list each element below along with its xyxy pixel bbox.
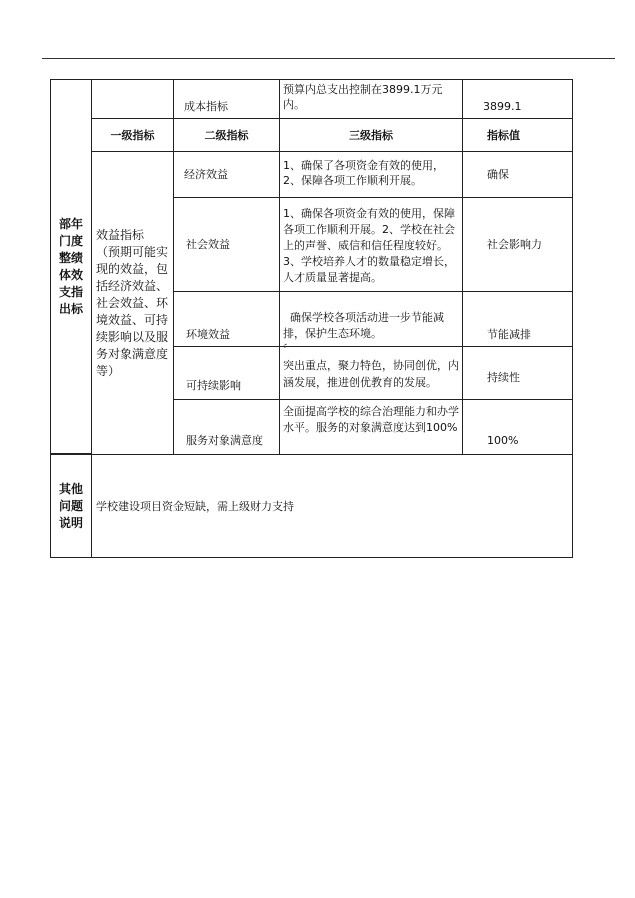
row-env-level3: 确保学校各项活动进一步节能减排，保护生态环境。 〞 xyxy=(279,291,463,347)
row-env-value: 节能减排 xyxy=(462,291,573,347)
cost-level3: 预算内总支出控制在3899.1万元内。 xyxy=(283,83,443,111)
side-label: 部年 门度 整绩 体效 支指 出标 xyxy=(58,216,83,316)
header-level1: 一级指标 xyxy=(91,118,174,152)
side-label-cell xyxy=(50,79,92,454)
other-text: 学校建设项目资金短缺，需上级财力支持 xyxy=(96,499,294,513)
cost-level2: 成本指标 xyxy=(184,100,228,113)
cost-value-cell xyxy=(462,79,573,119)
benefit-level1-cell xyxy=(91,151,174,455)
header-value: 指标值 xyxy=(462,118,573,152)
cost-level2-cell xyxy=(173,79,280,119)
row-satisfaction-level2: 服务对象满意度 xyxy=(173,399,280,455)
cost-value: 3899.1 xyxy=(483,100,522,113)
other-label-cell xyxy=(50,454,92,558)
row-economic-value: 确保 xyxy=(462,151,573,198)
row-env-level2: 环境效益 xyxy=(173,291,280,347)
row-social-level3: 1、确保各项资金有效的使用，保障各项工作顺利开展。2、学校在社会上的声誉、威信和信任程度较好。3、学校培养人才的数量稳定增长，人才质量显著提高。 xyxy=(279,197,463,292)
row-sustain-value: 持续性 xyxy=(462,346,573,400)
cost-level1-cell xyxy=(91,79,174,119)
other-text-cell xyxy=(91,454,573,558)
benefit-level1: 效益指标 （预期可能实现的效益，包括经济效益、社会效益、环境效益、可持续影响以及服务对象满意度等） xyxy=(96,227,169,378)
row-satisfaction-value: 100% xyxy=(462,399,573,455)
row-sustain-level2: 可持续影响 xyxy=(173,346,280,400)
row-social-level2: 社会效益 xyxy=(173,197,280,292)
row-sustain-level3: 突出重点，聚力特色，协同创优，内涵发展，推进创优教育的发展。 xyxy=(279,346,463,400)
cost-level3-cell xyxy=(279,79,463,119)
row-economic-level3: 1、确保了各项资金有效的使用，2、保障各项工作顺利开展。 xyxy=(279,151,463,198)
top-rule xyxy=(42,58,615,59)
other-label: 其他 问题 说明 xyxy=(58,481,83,530)
header-level3: 三级指标 xyxy=(279,118,463,152)
row-social-value: 社会影响力 xyxy=(462,197,573,292)
header-level2: 二级指标 xyxy=(173,118,280,152)
row-economic-level2: 经济效益 xyxy=(173,151,280,198)
row-satisfaction-level3: 全面提高学校的综合治理能力和办学水平。服务的对象满意度达到100% xyxy=(279,399,463,455)
